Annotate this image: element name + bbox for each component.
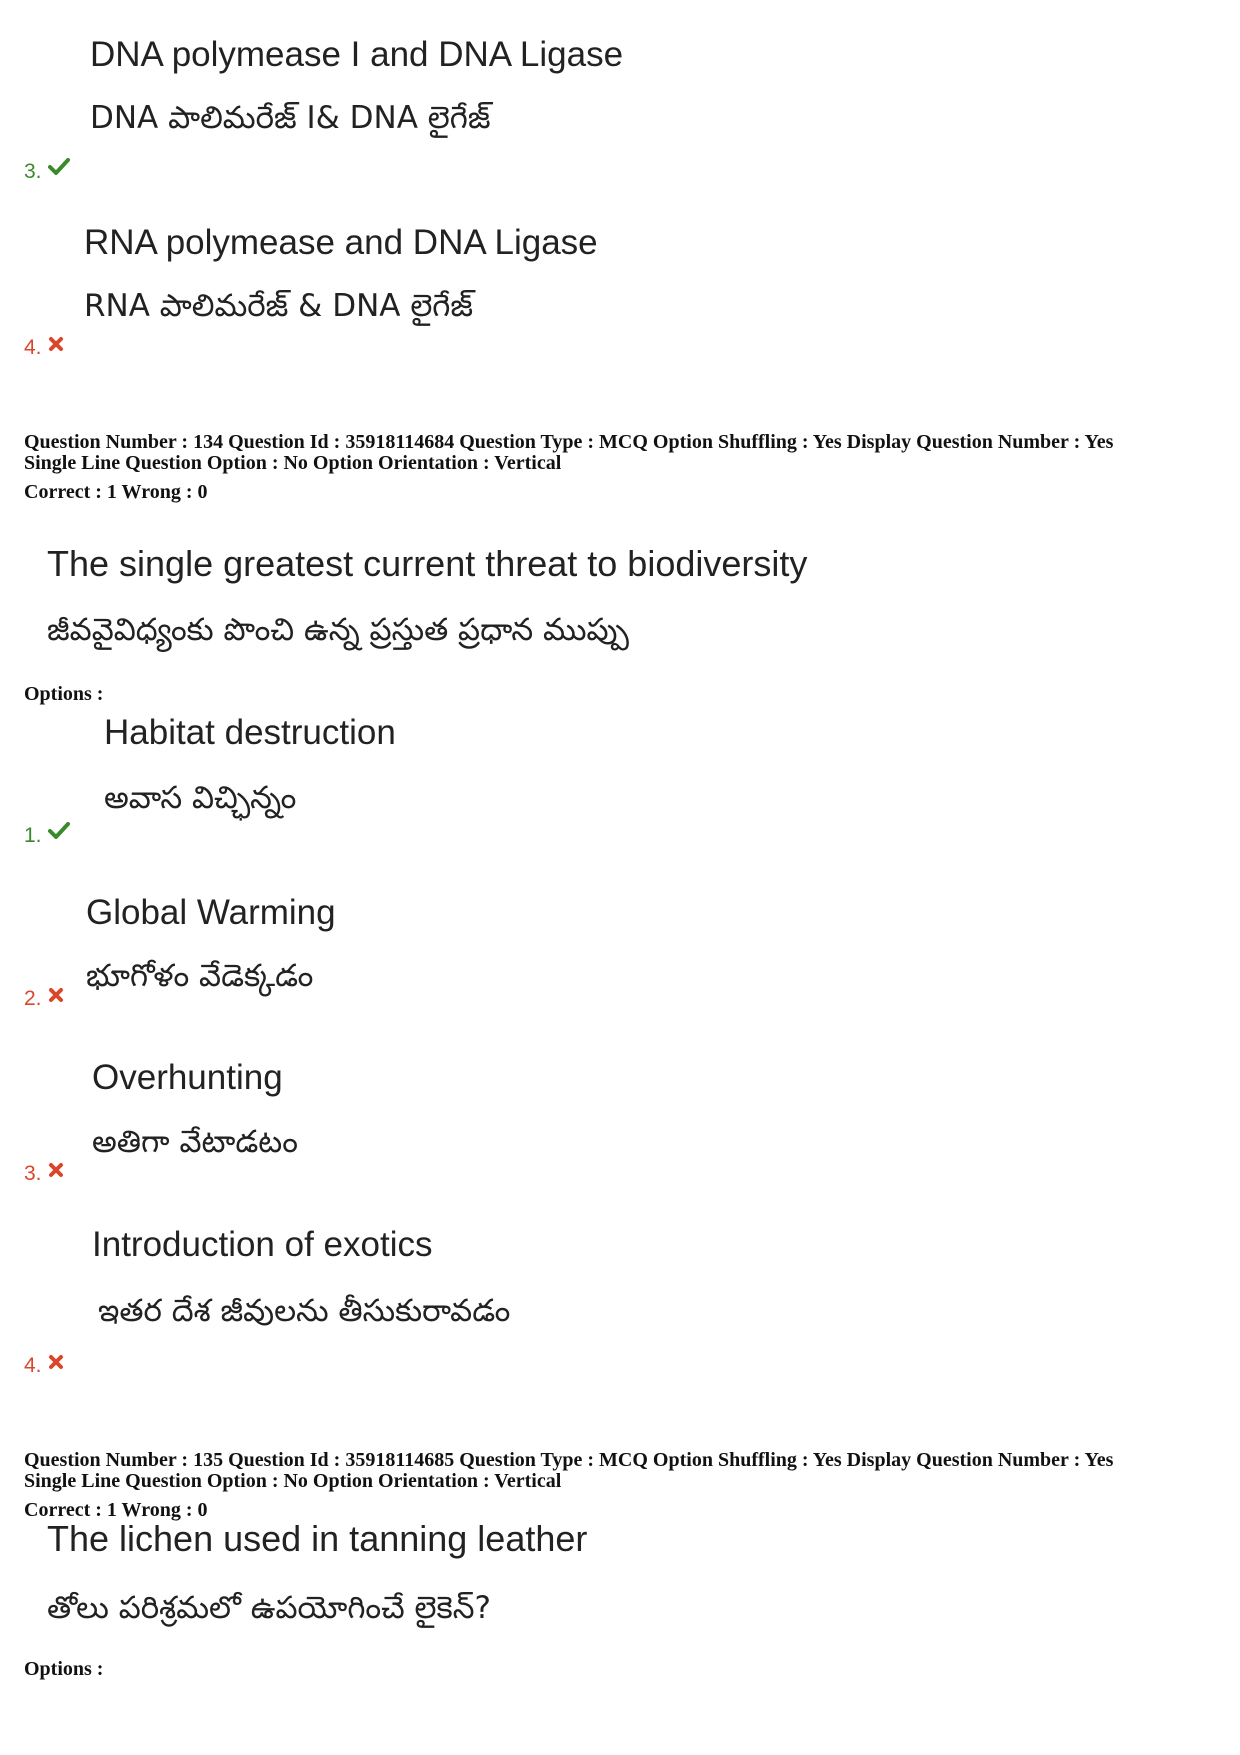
question-meta-line1: Question Number : 134 Question Id : 35918114684 Question Type : MCQ Option Shuffling : Yes Display Question Number : Yes: [24, 431, 1114, 453]
prev-option-4-marker: [24, 334, 64, 360]
option-1-marker: [24, 822, 70, 848]
option-3-en: Overhunting: [92, 1058, 283, 1097]
prev-option-3-en: DNA polymease I and DNA Ligase: [90, 35, 624, 74]
cross-icon: [48, 1160, 64, 1184]
option-number: 4.: [24, 336, 42, 359]
cross-icon: [48, 334, 64, 358]
options-label: Options :: [24, 683, 104, 705]
question-text-en: The single greatest current threat to biodiversity: [47, 543, 808, 584]
question-meta-line1: Question Number : 135 Question Id : 35918114685 Question Type : MCQ Option Shuffling : Yes Display Question Number : Yes: [24, 1449, 1114, 1471]
option-2-en: Global Warming: [86, 893, 336, 932]
cross-icon: [48, 985, 64, 1009]
question-text-te: తోలు పరిశ్రమలో ఉపయోగించే లైకెన్?: [47, 1590, 491, 1626]
options-label: Options :: [24, 1658, 104, 1680]
option-number: 2.: [24, 987, 42, 1010]
prev-option-4-te: RNA పాలిమరేజ్ & DNA లైగేజ్: [84, 288, 474, 324]
question-meta-line2: Single Line Question Option : No Option Orientation : Vertical: [24, 452, 562, 474]
question-text-te: జీవవైవిధ్యంకు పొంచి ఉన్న ప్రస్తుత ప్రధాన ముప్పు: [47, 612, 629, 648]
option-number: 4.: [24, 1354, 42, 1377]
cross-icon: [48, 1352, 64, 1376]
option-number: 3.: [24, 1162, 42, 1185]
option-4-marker: [24, 1352, 64, 1378]
check-icon: [48, 822, 70, 846]
question-score: Correct : 1 Wrong : 0: [24, 1499, 208, 1521]
option-2-marker: [24, 985, 64, 1011]
question-meta-line2: Single Line Question Option : No Option Orientation : Vertical: [24, 1470, 562, 1492]
option-1-te: అవాస విచ్ఛిన్నం: [104, 780, 297, 816]
option-number: 3.: [24, 160, 42, 183]
prev-option-3-marker: [24, 158, 70, 184]
option-3-marker: [24, 1160, 64, 1186]
prev-option-3-te: DNA పాలిమరేజ్ I& DNA లైగేజ్: [90, 100, 491, 136]
prev-option-4-en: RNA polymease and DNA Ligase: [84, 223, 598, 262]
option-3-te: అతిగా వేటాడటం: [92, 1124, 298, 1160]
option-4-en: Introduction of exotics: [92, 1225, 433, 1264]
option-4-te: ఇతర దేశ జీవులను తీసుకురావడం: [98, 1293, 511, 1329]
check-icon: [48, 158, 70, 182]
option-number: 1.: [24, 824, 42, 847]
question-text-en: The lichen used in tanning leather: [47, 1518, 588, 1559]
option-2-te: భూగోళం వేడెక్కడం: [86, 958, 314, 994]
option-1-en: Habitat destruction: [104, 713, 396, 752]
question-score: Correct : 1 Wrong : 0: [24, 481, 208, 503]
